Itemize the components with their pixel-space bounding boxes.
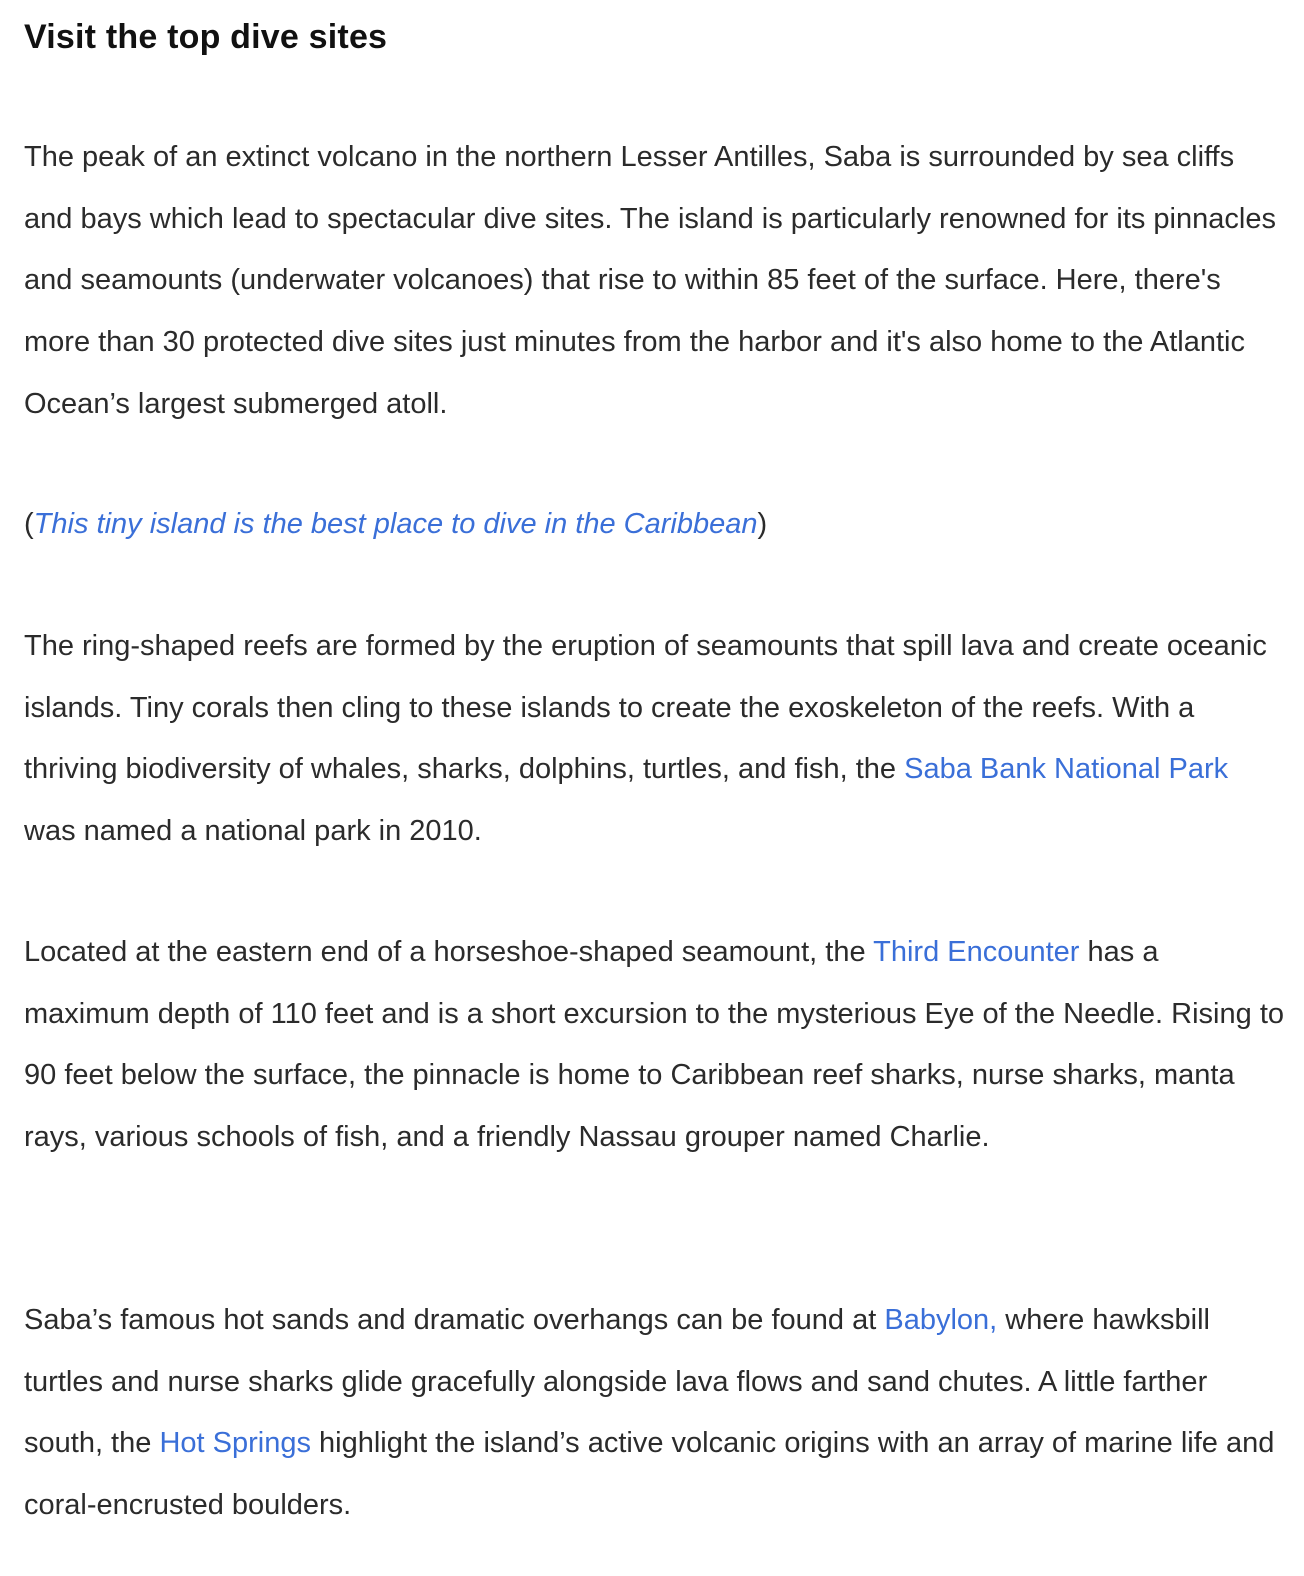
saba-bank-national-park-link[interactable]: Saba Bank National Park bbox=[904, 753, 1229, 786]
related-article-link[interactable]: This tiny island is the best place to dive in the Caribbean bbox=[33, 508, 758, 540]
paragraph-intro: The peak of an extinct volcano in the northern Lesser Antilles, Saba is surrounded by sea cliffs and bays which lead to spectacular dive sites. The island is particularly renowned for its pinnacles and seamounts (underwater volcanoes) that rise to within 85 feet of the surface. Here, there's more than 30 protected dive sites just minutes from the harbor and it's also home to the Atlantic Ocean’s largest submerged atoll. bbox=[24, 141, 1276, 420]
paragraph-text: highlight the island’s active volcanic origins with an array of marine life and coral-encrusted boulders. bbox=[24, 1427, 1275, 1522]
paragraph-babylon bbox=[24, 1290, 1284, 1537]
paragraph-text: has a maximum depth of 110 feet and is a short excursion to the mysterious Eye of the Needle. Rising to 90 feet below the surface, the pinnacle is home to Caribbean reef sharks, nurse sharks, manta rays, various schools of fish, and a friendly Nassau grouper named Charlie. bbox=[24, 936, 1284, 1154]
paragraph-reefs bbox=[24, 616, 1284, 863]
paragraph-text: was named a national park in 2010. bbox=[24, 815, 482, 848]
open-paren: ( bbox=[24, 508, 34, 540]
close-paren: ) bbox=[757, 508, 768, 540]
babylon-link[interactable]: Babylon, bbox=[884, 1304, 998, 1336]
paragraph-text: Saba’s famous hot sands and dramatic overhangs can be found at bbox=[24, 1304, 885, 1336]
paragraph-text: The ring-shaped reefs are formed by the eruption of seamounts that spill lava and create oceanic islands. Tiny corals then cling to these islands to create the exoskeleton of the reefs. With a thriving biodiversity of whales, sharks, dolphins, turtles, and fish, the bbox=[24, 630, 1267, 786]
paragraph-text: Located at the eastern end of a horseshoe-shaped seamount, the bbox=[24, 936, 874, 968]
third-encounter-link[interactable]: Third Encounter bbox=[873, 936, 1080, 968]
section-heading: Visit the top dive sites bbox=[24, 18, 388, 56]
paragraph-third-encounter bbox=[24, 922, 1284, 1169]
hot-springs-link[interactable]: Hot Springs bbox=[159, 1427, 311, 1460]
paragraph-text: where hawksbill turtles and nurse sharks glide gracefully alongside lava flows and sand chutes. A little farther south, the bbox=[24, 1304, 1210, 1460]
paragraph-related-link bbox=[24, 494, 1284, 556]
